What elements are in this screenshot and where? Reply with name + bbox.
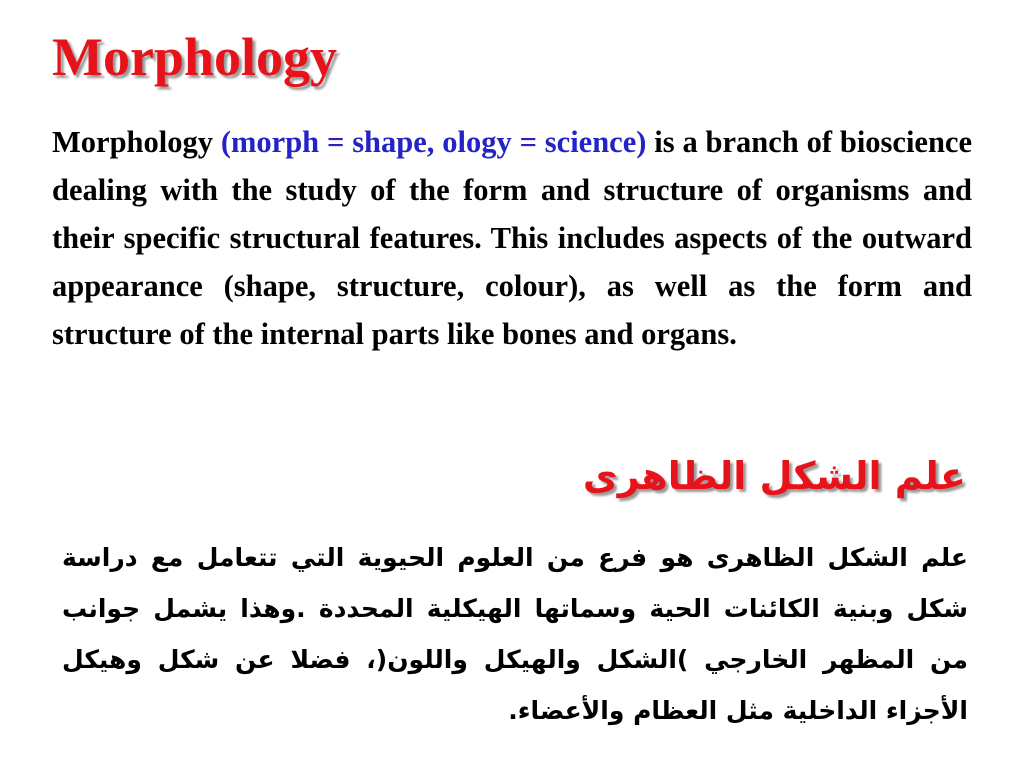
arabic-paragraph: علم الشكل الظاهرى هو فرع من العلوم الحيوية التي تتعامل مع دراسة شكل وبنية الكائنات الحية وسماتها الهيكلية المحددة .وهذا يشمل جوانب من المظهر الخارجي )الشكل والهيكل واللون(، فضلا عن شكل وهيكل الأجزاء الداخلية مثل العظام والأعضاء. bbox=[62, 543, 968, 725]
slide-title: Morphology bbox=[52, 27, 338, 87]
english-body-text: is a branch of bioscience dealing with the study of the form and structure of organisms and their specific structural features. This includes aspects of the outward appearance (shape, structure, colour), as well as the form and structure of the internal parts like bones and organs. bbox=[52, 125, 973, 351]
etymology-gloss: (morph = shape, ology = science) bbox=[220, 125, 647, 159]
english-lead-term: Morphology bbox=[52, 125, 213, 159]
arabic-heading: علم الشكل الظاهرى bbox=[582, 454, 966, 498]
english-paragraph bbox=[52, 118, 972, 358]
